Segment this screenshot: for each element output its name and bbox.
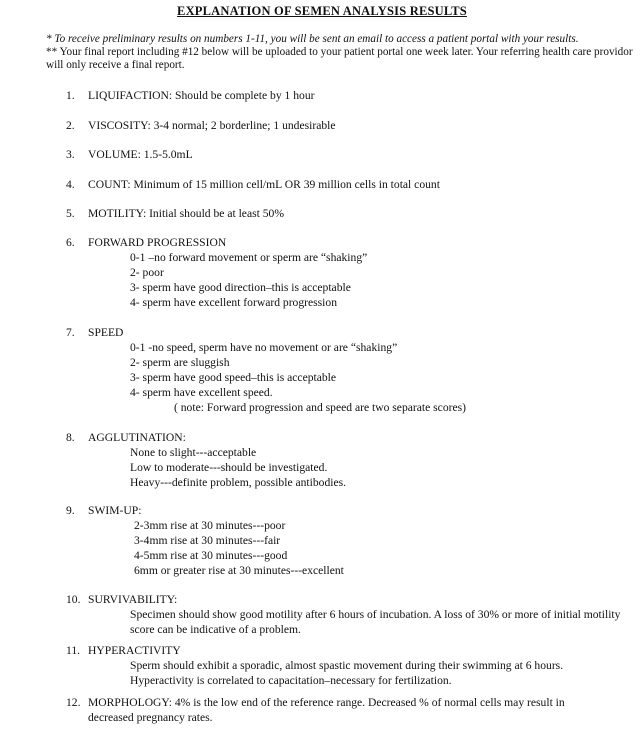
item-detail-lines bbox=[130, 607, 622, 637]
item-text: VISCOSITY: 3-4 normal; 2 borderline; 1 undesirable bbox=[88, 119, 336, 132]
item-detail-lines bbox=[130, 518, 626, 578]
detail-line: 6mm or greater rise at 30 minutes---excellent bbox=[134, 564, 344, 577]
detail-paragraph: Sperm should exhibit a sporadic, almost spastic movement during their swimming at 6 hours. Hyperactivity is correlated to capacitation–necessary for fertilization. bbox=[130, 659, 564, 687]
detail-line: 2- poor bbox=[130, 266, 164, 279]
item-text: MOTILITY: Initial should be at least 50% bbox=[88, 207, 284, 220]
detail-line: Heavy---definite problem, possible antibodies. bbox=[130, 476, 347, 489]
item-detail-lines bbox=[130, 250, 622, 310]
item-detail-lines bbox=[130, 340, 622, 415]
item-detail-lines bbox=[130, 658, 622, 688]
item-number: 7. bbox=[66, 326, 75, 339]
detail-line: 2-3mm rise at 30 minutes---poor bbox=[134, 519, 286, 532]
item-text: MORPHOLOGY: 4% is the low end of the reference range. Decreased % of normal cells may result in decreased pregnancy rates. bbox=[88, 696, 565, 724]
item-number: 1. bbox=[66, 89, 75, 102]
detail-line: None to slight---acceptable bbox=[130, 446, 257, 459]
page-title: EXPLANATION OF SEMEN ANALYSIS RESULTS bbox=[177, 4, 467, 18]
note-preliminary: * To receive preliminary results on numbers 1-11, you will be sent an email to access a patient portal with your results. bbox=[46, 33, 579, 45]
item-text: SPEED bbox=[88, 326, 124, 339]
item-number: 11. bbox=[66, 644, 81, 657]
detail-line: 4- sperm have excellent speed. bbox=[130, 386, 273, 399]
detail-line: 0-1 –no forward movement or sperm are “shaking” bbox=[130, 251, 368, 264]
item-number: 3. bbox=[66, 148, 75, 161]
item-text: LIQUIFACTION: Should be complete by 1 hour bbox=[88, 89, 315, 102]
item-number: 12. bbox=[66, 696, 81, 709]
detail-line: 4- sperm have excellent forward progression bbox=[130, 296, 338, 309]
item-text: SWIM-UP: bbox=[88, 504, 142, 517]
item-text: FORWARD PROGRESSION bbox=[88, 236, 227, 249]
detail-paragraph: Specimen should show good motility after 6 hours of incubation. A loss of 30% or more of initial motility score can be indicative of a problem. bbox=[130, 608, 621, 636]
detail-note: ( note: Forward progression and speed are two separate scores) bbox=[174, 401, 466, 414]
item-text: COUNT: Minimum of 15 million cell/mL OR 39 million cells in total count bbox=[88, 178, 440, 191]
detail-line: Low to moderate---should be investigated. bbox=[130, 461, 328, 474]
item-text: SURVIVABILITY: bbox=[88, 593, 178, 606]
detail-line: 3- sperm have good direction–this is acceptable bbox=[130, 281, 351, 294]
item-number: 5. bbox=[66, 207, 75, 220]
detail-line: 2- sperm are sluggish bbox=[130, 356, 230, 369]
item-detail-lines bbox=[130, 445, 622, 490]
item-number: 8. bbox=[66, 431, 75, 444]
detail-line: 3- sperm have good speed–this is acceptable bbox=[130, 371, 337, 384]
item-text: HYPERACTIVITY bbox=[88, 644, 181, 657]
item-number: 10. bbox=[66, 593, 81, 606]
item-number: 6. bbox=[66, 236, 75, 249]
item-text: VOLUME: 1.5-5.0mL bbox=[88, 148, 193, 161]
item-number: 9. bbox=[66, 504, 75, 517]
note-final-report: ** Your final report including #12 below will be uploaded to your patient portal one week later. Your referring health care providor will only receive a final report. bbox=[46, 46, 633, 71]
item-number: 4. bbox=[66, 178, 75, 191]
item-number: 2. bbox=[66, 119, 75, 132]
detail-line: 3-4mm rise at 30 minutes---fair bbox=[134, 534, 281, 547]
item-text: AGGLUTINATION: bbox=[88, 431, 186, 444]
detail-line: 0-1 -no speed, sperm have no movement or are “shaking” bbox=[130, 341, 398, 354]
detail-line: 4-5mm rise at 30 minutes---good bbox=[134, 549, 288, 562]
